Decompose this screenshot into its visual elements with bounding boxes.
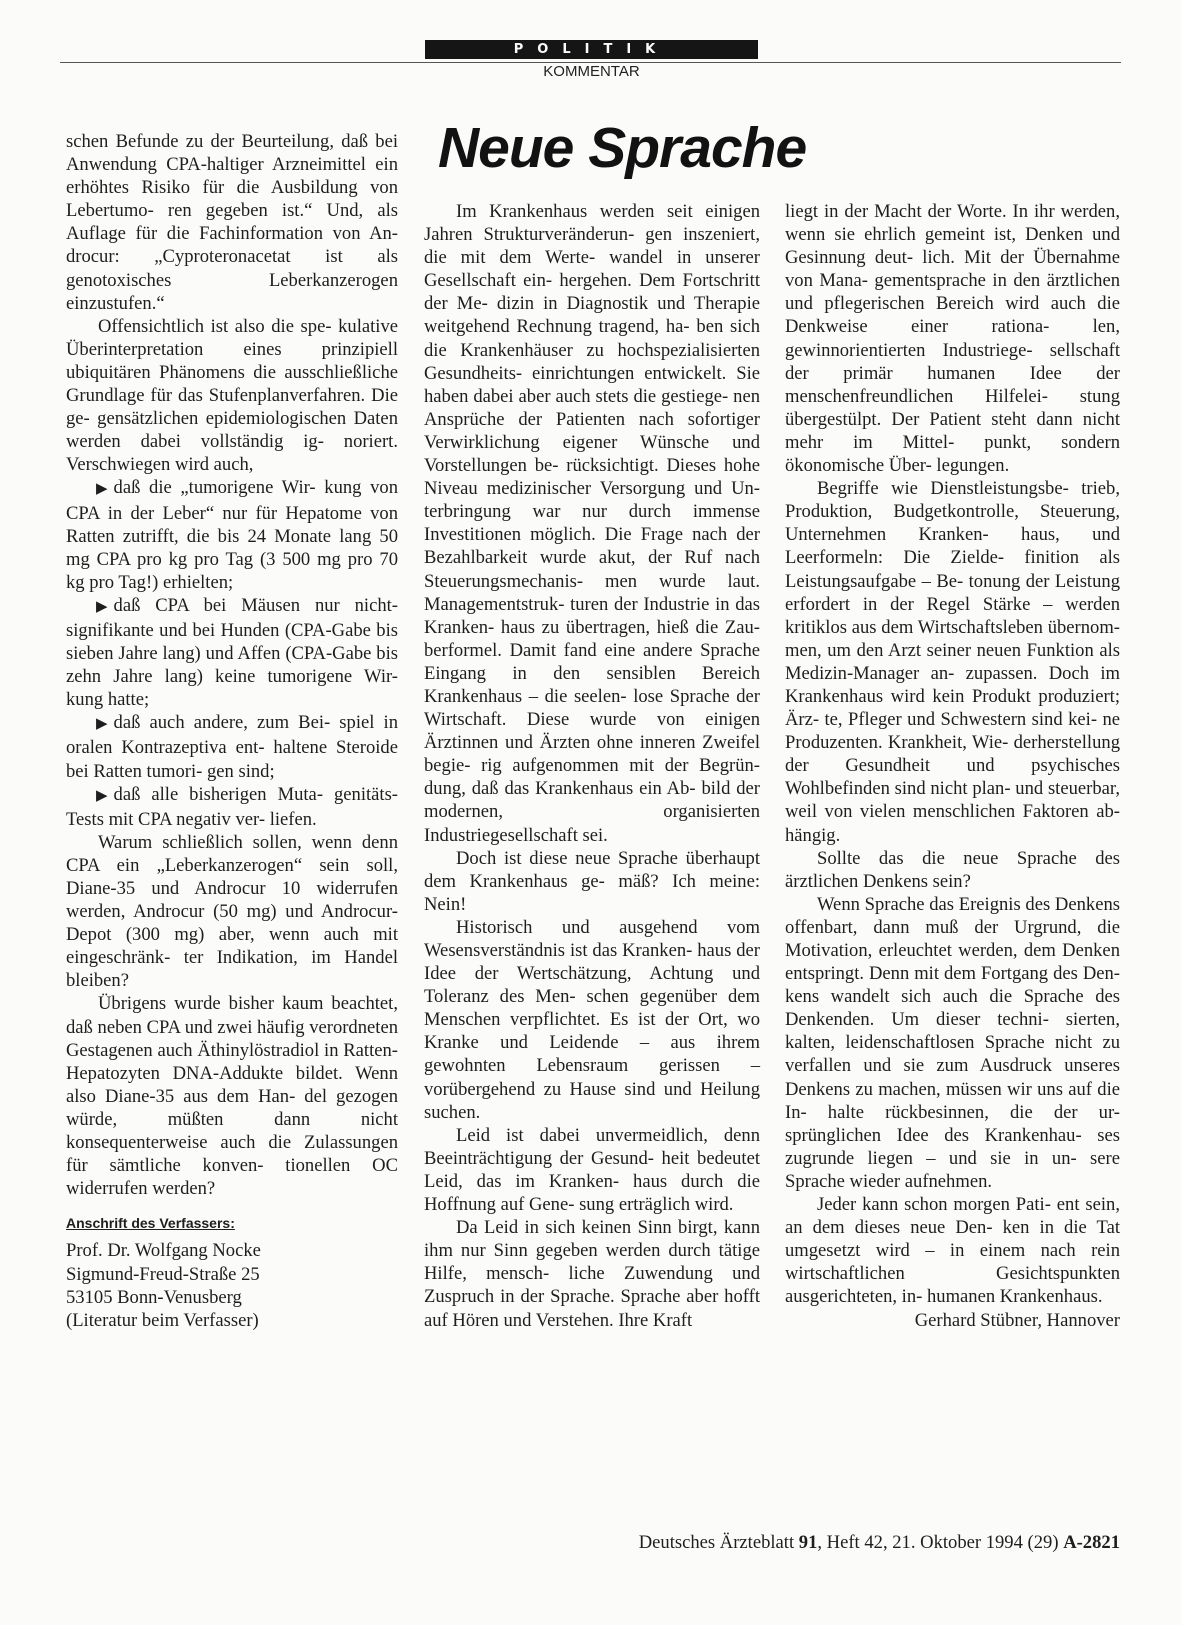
arrow-bullet-icon: ▶ <box>96 716 108 733</box>
paragraph: liegt in der Macht der Worte. In ihr werden, wenn sie ehrlich gemeint ist, Denken und Gesinnung deut- lich. Mit der Übernahme von Mana- gementsprache in den ärztlichen und pflegerischen Bereich wird auch die Denkweise einer rationa- len, gewinnorientierten Industriege- sellschaft der primär humanen Idee der menschenfreundlichen Hilfelei- stung übergestülpt. Der Patient steht dann nicht mehr im Mittel- punkt, sondern ökonomische Über- legungen. <box>785 201 1120 477</box>
bullet-item: ▶ daß alle bisherigen Muta- genitäts-Tests mit CPA negativ ver- liefen. <box>66 783 398 830</box>
page-number: A-2821 <box>1063 1532 1120 1553</box>
arrow-bullet-icon: ▶ <box>96 481 108 498</box>
paragraph: Im Krankenhaus werden seit einigen Jahren Strukturveränderun- gen inszeniert, die mit dem Werte- wandel in unserer Gesellschaft ein- hergehen. Dem Fortschritt der Me- dizin in Diagnostik und Therapie weitgehend Rechnung tragend, ha- ben sich die Krankenhäuser zu hochspezialisierten Gesundheits- einrichtungen entwickelt. Sie haben dabei aber auch stets die gestiege- nen Ansprüche der Patienten nach sofortiger Verwirklichung eigener Wünsche und Vorstellungen be- rücksichtigt. Dieses hohe Niveau medizinischer Versorgung und Un- terbringung war nur durch immense Investitionen möglich. Die Frage nach der Bezahlbarkeit wurde akut, der Ruf nach Steuerungsmechanis- men wurde laut. Managementstruk- turen der Industrie in das Kranken- haus zu übertragen, hieß die Zau- berformel. Damit fand eine andere Sprache Eingang in den sensiblen Bereich Krankenhaus – die seelen- lose Sprache der Wirtschaft. Diese wurde von einigen Ärztinnen und Ärzten ohne inneren Zweifel begie- rig aufgenommen mit der Begrün- dung, daß das Krankenhaus ein Ab- bild der modernen, organisierten Industriegesellschaft sei. <box>424 201 760 846</box>
issue-date: , Heft 42, 21. Oktober 1994 (29) <box>817 1532 1059 1553</box>
column-1 <box>66 130 398 1332</box>
literature-note: (Literatur beim Verfasser) <box>66 1309 259 1331</box>
paragraph: Übrigens wurde bisher kaum beachtet, daß neben CPA und zwei häufig verordneten Gestagenen auch Äthinylöstradiol in Ratten- Hepatozyten DNA-Addukte bildet. Wenn also Diane-35 aus dem Han- del gezogen würde, müßten dann nicht konsequenterweise auch die Zulassungen für sämtliche konven- tionellen OC widerrufen werden? <box>66 993 398 1200</box>
paragraph: Historisch und ausgehend vom Wesensverständnis ist das Kranken- haus der Idee der Wertschätzung, Achtung und Toleranz des Men- schen gegenüber dem Menschen verpflichtet. Es ist der Ort, wo Kranke und Leidende – aus ihrem gewohnten Lebensraum gerissen – vorübergehend zu Hause sind und Heilung suchen. <box>424 916 760 1123</box>
arrow-bullet-icon: ▶ <box>96 787 108 804</box>
journal-name: Deutsches Ärzteblatt <box>638 1532 795 1553</box>
bullet-item: ▶ daß auch andere, zum Bei- spiel in oralen Kontrazeptiva ent- haltene Steroide bei Ratten tumori- gen sind; <box>66 712 398 782</box>
bullet-item: ▶ daß die „tumorigene Wir- kung von CPA in der Leber“ nur für Hepatome von Ratten zutrifft, die bis 24 Monate lang 50 mg CPA pro kg pro Tag (3 500 mg pro 70 kg pro Tag!) erhielten; <box>66 477 398 593</box>
page-footer <box>500 1532 1120 1554</box>
paragraph: Warum schließlich sollen, wenn denn CPA ein „Leberkanzerogen“ sein soll, Diane-35 und Androcur 10 widerrufen werden, Androcur (50 mg) und Androcur-Depot (300 mg) aber, wenn auch mit eingeschränk- ter Indikation, im Handel bleiben? <box>66 831 398 992</box>
column-3 <box>785 200 1120 1332</box>
paragraph: schen Befunde zu der Beurteilung, daß bei Anwendung CPA-haltiger Arzneimittel ein erhöhtes Risiko für die Ausbildung von Lebertumo- ren gegeben ist.“ Und, als Auflage für die Fachinformation von An- drocur: „Cyproteronacetat ist als genotoxisches Leberkanzerogen einzustufen.“ <box>66 131 398 314</box>
paragraph: Offensichtlich ist also die spe- kulative Überinterpretation eines prinzipiell ubiquitären Phänomens die ausschließliche Grundlage für das Stufenplanverfahren. Die ge- gensätzlichen epidemiologischen Daten werden dabei vollständig ig- noriert. Verschwiegen wird auch, <box>66 315 398 476</box>
journal-volume: 91 <box>798 1532 818 1553</box>
section-label: POLITIK <box>425 40 758 59</box>
paragraph: Begriffe wie Dienstleistungsbe- trieb, Produktion, Budgetkontrolle, Steuerung, Unternehmen Kranken- haus, und Leerformeln: Die Zielde- finition als Leistungsaufgabe – Be- tonung der Leistung erfordert in der Regel Stärke – werden kritiklos aus dem Wirtschaftsleben übernom- men, um den Arzt seiner neuen Funktion als Medizin-Manager an- zupassen. Doch im Krankenhaus wird kein Produkt produziert; Ärz- te, Pfleger und Schwestern sind kei- ne Produzenten. Krankheit, Wie- derherstellung der Gesundheit und psychisches Wohlbefinden sind nicht plan- und steuerbar, weil von vielen menschlichen Faktoren ab- hängig. <box>785 478 1120 846</box>
paragraph: Leid ist dabei unvermeidlich, denn Beeinträchtigung der Gesund- heit bedeutet Leid, das im Kranken- haus durch die Hoffnung auf Gene- sung erträglich wird. <box>424 1124 760 1216</box>
author-city: 53105 Bonn-Venusberg <box>66 1286 242 1308</box>
arrow-bullet-icon: ▶ <box>96 598 108 615</box>
subsection-label: KOMMENTAR <box>543 63 640 80</box>
article-headline: Neue Sprache <box>438 116 807 180</box>
column-2 <box>424 200 760 1332</box>
article-author: Gerhard Stübner, Hannover <box>914 1309 1120 1331</box>
paragraph: Doch ist diese neue Sprache überhaupt dem Krankenhaus ge- mäß? Ich meine: Nein! <box>424 847 760 915</box>
paragraph: Sollte das die neue Sprache des ärztlichen Denkens sein? <box>785 847 1120 892</box>
author-street: Sigmund-Freud-Straße 25 <box>66 1263 260 1285</box>
paragraph: Da Leid in sich keinen Sinn birgt, kann ihm nur Sinn gegeben werden durch tätige Hilfe, mensch- liche Zuwendung und Zuspruch in der Sprache. Sprache aber hofft auf Hören und Verstehen. Ihre Kraft <box>424 1217 760 1331</box>
bullet-item: ▶ daß CPA bei Mäusen nur nicht-signifikante und bei Hunden (CPA-Gabe bis sieben Jahre lang) und Affen (CPA-Gabe bis zehn Jahre lang) keine tumorigene Wir- kung hatte; <box>66 594 398 711</box>
paragraph: Wenn Sprache das Ereignis des Denkens offenbart, dann muß der Urgrund, die Motivation, erleuchtet werden, dem Denken entspringt. Denn mit dem Fortgang des Den- kens wandelt sich auch die Sprache des Denkenden. Um dieser techni- sierten, kalten, leidenschaftlosen Sprache nicht zu verfallen und sie zum Ausdruck unseres Denkens zu machen, müssen wir uns auf die In- halte rückbesinnen, die der ur- sprünglichen Idee des Krankenhau- ses zugrunde liegen – und sie in un- sere Sprache wieder aufnehmen. <box>785 893 1120 1192</box>
author-name: Prof. Dr. Wolfgang Nocke <box>66 1240 261 1262</box>
author-address-heading: Anschrift des Verfassers: <box>66 1215 235 1232</box>
paragraph: Jeder kann schon morgen Pati- ent sein, an dem dieses neue Den- ken in die Tat umgesetzt wird – in einem nach rein wirtschaftlichen Gesichtspunkten ausgerichteten, in- humanen Krankenhaus. <box>785 1194 1120 1308</box>
